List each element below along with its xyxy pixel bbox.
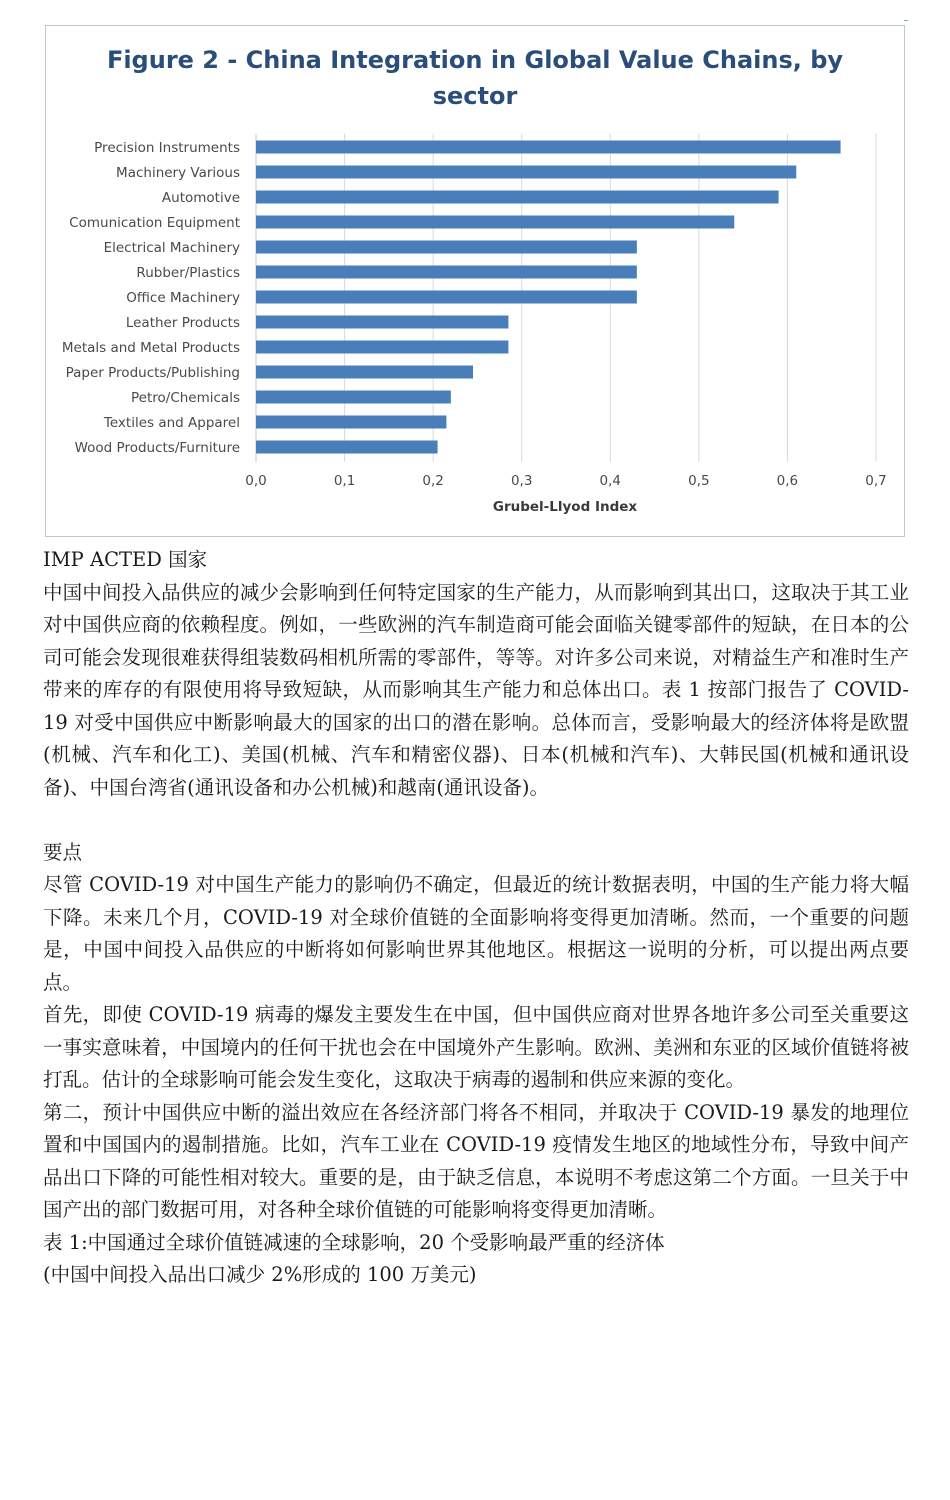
bar bbox=[256, 241, 637, 254]
bar bbox=[256, 391, 451, 404]
bar bbox=[256, 266, 637, 279]
chart-title-line1: Figure 2 - China Integration in Global Value Chains, by bbox=[106, 46, 844, 74]
bar bbox=[256, 166, 796, 179]
category-label: Machinery Various bbox=[116, 165, 240, 181]
bar bbox=[256, 316, 508, 329]
paragraph-key-points-intro: 尽管 COVID-19 对中国生产能力的影响仍不确定，但最近的统计数据表明，中国的生产能力将大幅下降。未来几个月，COVID-19 对全球价值链的全面影响将变得更加清晰。然而，一个重要的问题是，中国中间投入品供应的中断将如何影响世界其他地区。根据这一说明的分析，可以提出两点要点。 bbox=[43, 873, 909, 994]
x-tick-label: 0,4 bbox=[599, 473, 622, 489]
category-label: Wood Products/Furniture bbox=[74, 440, 240, 456]
corner-mark bbox=[904, 20, 908, 21]
category-label: Precision Instruments bbox=[94, 140, 240, 156]
figure-2-chart bbox=[45, 25, 905, 537]
bar bbox=[256, 341, 508, 354]
category-label: Textiles and Apparel bbox=[103, 415, 240, 431]
paragraph-impacted-countries: 中国中间投入品供应的减少会影响到任何特定国家的生产能力，从而影响到其出口，这取决于其工业对中国供应商的依赖程度。例如，一些欧洲的汽车制造商可能会面临关键零部件的短缺，在日本的公司可能会发现很难获得组装数码相机所需的零部件，等等。对许多公司来说，对精益生产和准时生产带来的库存的有限使用将导致短缺，从而影响其生产能力和总体出口。表 1 按部门报告了 COVID-19 对受中国供应中断影响最大的国家的出口的潜在影响。总体而言，受影响最大的经济体将是欧盟(机械、汽车和化工)、美国(机械、汽车和精密仪器)、日本(机械和汽车)、大韩民国(机械和通讯设备)、中国台湾省(通讯设备和办公机械)和越南(通讯设备)。 bbox=[43, 580, 909, 799]
bar-chart bbox=[46, 26, 904, 536]
bar bbox=[256, 366, 473, 379]
paragraph-gap bbox=[43, 804, 909, 837]
paragraph-second-point: 第二，预计中国供应中断的溢出效应在各经济部门将各不相同，并取决于 COVID-19 暴发的地理位置和中国国内的遏制措施。比如，汽车工业在 COVID-19 疫情发生地区的地域性分布，导致中间产品出口下降的可能性相对较大。重要的是，由于缺乏信息，本说明不考虑这第二个方面。一旦关于中国产出的部门数据可用，对各种全球价值链的可能影响将变得更加清晰。 bbox=[43, 1100, 909, 1221]
x-tick-label: 0,6 bbox=[776, 473, 799, 489]
document-body bbox=[43, 544, 909, 1292]
x-tick-label: 0,2 bbox=[422, 473, 444, 489]
x-tick-label: 0,3 bbox=[510, 473, 533, 489]
bar bbox=[256, 191, 779, 204]
key-points-heading: 要点 bbox=[43, 840, 83, 864]
x-tick-label: 0,0 bbox=[245, 473, 267, 489]
category-label: Petro/Chemicals bbox=[131, 390, 240, 406]
bar bbox=[256, 291, 637, 304]
bar bbox=[256, 441, 438, 454]
impacted-heading: IMP ACTED 国家 bbox=[43, 548, 208, 571]
x-tick-label: 0,7 bbox=[865, 473, 887, 489]
category-label: Automotive bbox=[161, 190, 240, 206]
table-caption-unit: (中国中间投入品出口减少 2%形成的 100 万美元) bbox=[43, 1263, 477, 1286]
category-label: Comunication Equipment bbox=[69, 215, 240, 231]
bar bbox=[256, 141, 841, 154]
bar bbox=[256, 216, 734, 229]
category-label: Rubber/Plastics bbox=[136, 265, 240, 281]
category-label: Paper Products/Publishing bbox=[65, 365, 240, 381]
bar bbox=[256, 416, 446, 429]
table-caption-title: 表 1:中国通过全球价值链减速的全球影响，20 个受影响最严重的经济体 bbox=[43, 1230, 665, 1254]
x-tick-label: 0,1 bbox=[333, 473, 356, 489]
x-axis-title: Grubel-Llyod Index bbox=[492, 499, 638, 515]
x-tick-label: 0,5 bbox=[688, 473, 710, 489]
category-label: Office Machinery bbox=[126, 290, 240, 306]
category-label: Electrical Machinery bbox=[103, 240, 240, 256]
chart-title-line2: sector bbox=[432, 82, 518, 110]
category-label: Leather Products bbox=[125, 315, 240, 331]
category-label: Metals and Metal Products bbox=[61, 340, 240, 356]
paragraph-first-point: 首先，即使 COVID-19 病毒的爆发主要发生在中国，但中国供应商对世界各地许多公司至关重要这一事实意味着，中国境内的任何干扰也会在中国境外产生影响。欧洲、美洲和东亚的区域价值链将被打乱。估计的全球影响可能会发生变化，这取决于病毒的遏制和供应来源的变化。 bbox=[43, 1003, 909, 1091]
